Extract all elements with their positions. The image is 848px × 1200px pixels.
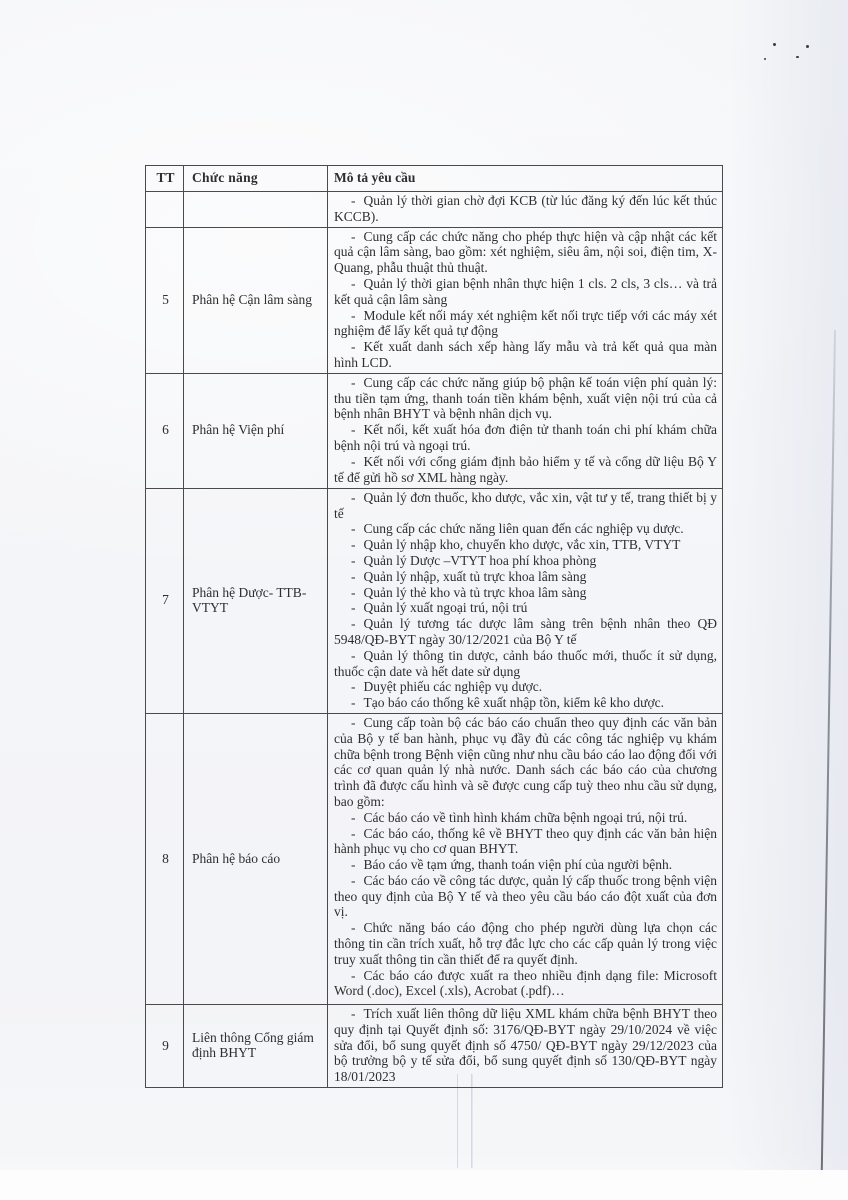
function-cell	[184, 714, 328, 1004]
row-number: 7	[162, 592, 169, 608]
function-cell	[184, 374, 328, 488]
table-header-row	[146, 166, 722, 192]
page-edge-line	[821, 330, 836, 1172]
row-number-cell	[146, 489, 184, 713]
table-row	[146, 374, 722, 489]
function-cell	[184, 1005, 328, 1087]
description-item: - Chức năng báo cáo động cho phép người dùng lựa chọn các thông tin cần trích xuất, hỗ trợ đắc lực cho các cấp quản lý trong việc truy xuất thông tin cần thiết để ra quyết định.	[334, 920, 717, 967]
description-item: - Quản lý xuất ngoại trú, nội trú	[334, 600, 717, 616]
header-description	[328, 166, 722, 191]
description-item: - Quản lý thẻ kho và tủ trực khoa lâm sàng	[334, 585, 717, 601]
row-number-cell	[146, 714, 184, 1004]
function-cell	[184, 192, 328, 227]
description-item: - Cung cấp các chức năng liên quan đến các nghiệp vụ dược.	[334, 521, 717, 537]
description-item: - Báo cáo về tạm ứng, thanh toán viện phí của người bệnh.	[334, 857, 717, 873]
description-cell	[328, 192, 722, 227]
description-item: - Tạo báo cáo thống kê xuất nhập tồn, kiểm kê kho dược.	[334, 695, 717, 711]
description-item: - Quản lý đơn thuốc, kho dược, vắc xin, vật tư y tế, trang thiết bị y tế	[334, 490, 717, 522]
description-item: - Cung cấp toàn bộ các báo cáo chuẩn theo quy định các văn bản của Bộ y tế ban hành, phục vụ đầy đủ các công tác nghiệp vụ khám chữa bệnh trong Bệnh viện cũng như nhu cầu báo cáo lao động đối với các cơ quan quản lý nhà nước. Danh sách các báo cáo của chương trình đã được cấu hình và sẽ được cung cấp tuỳ theo nhu cầu sử dụng, bao gồm:	[334, 715, 717, 810]
row-number: 9	[162, 1037, 169, 1053]
header-description-label: Mô tả yêu cầu	[334, 170, 416, 186]
header-tt-label: TT	[156, 170, 175, 186]
description-cell	[328, 228, 722, 373]
description-cell	[328, 714, 722, 1004]
function-name: Phân hệ báo cáo	[192, 850, 281, 866]
row-number: 8	[162, 850, 169, 866]
row-number-cell	[146, 228, 184, 373]
function-name: Phân hệ Cận lâm sàng	[192, 291, 312, 307]
description-item: - Các báo cáo về công tác dược, quản lý cấp thuốc trong bệnh viện theo quy định của Bộ Y tế và theo yêu cầu báo cáo đột xuất của đơn vị.	[334, 873, 717, 920]
table-body	[146, 192, 722, 1087]
description-item: - Quản lý nhập kho, chuyển kho dược, vắc xin, TTB, VTYT	[334, 537, 717, 553]
scan-speckle	[806, 45, 809, 48]
description-item: - Cung cấp các chức năng giúp bộ phận kế toán viện phí quản lý: thu tiền tạm ứng, thanh toán tiền khám bệnh, xuất viện nội trú của cả bệnh nhân BHYT và bệnh nhân dịch vụ.	[334, 375, 717, 422]
fold-line	[457, 1074, 458, 1168]
function-name: Phân hệ Viện phí	[192, 422, 285, 438]
description-item: - Quản lý thời gian chờ đợi KCB (từ lúc đăng ký đến lúc kết thúc KCCB).	[334, 193, 717, 225]
description-cell	[328, 1005, 722, 1087]
table-row	[146, 1005, 722, 1087]
row-number: 5	[162, 291, 169, 307]
table-row	[146, 228, 722, 374]
description-item: - Trích xuất liên thông dữ liệu XML khám chữa bệnh BHYT theo quy định tại Quyết định số: 3176/QĐ-BYT ngày 29/10/2024 về việc sửa đổi, bổ sung quyết định số 4750/ QĐ-BYT ngày 29/12/2023 của bộ trưởng bộ y tế sửa đổi, bổ sung quyết định số 130/QĐ-BYT ngày 18/01/2023	[334, 1006, 717, 1085]
description-cell	[328, 374, 722, 488]
description-cell	[328, 489, 722, 713]
description-item: - Quản lý nhập, xuất tủ trực khoa lâm sàng	[334, 569, 717, 585]
row-number-cell	[146, 374, 184, 488]
description-item: - Module kết nối máy xét nghiệm kết nối trực tiếp với các máy xét nghiệm để lấy kết quả tự động	[334, 308, 717, 340]
row-number: 6	[162, 422, 169, 438]
description-item: - Duyệt phiếu các nghiệp vụ dược.	[334, 679, 717, 695]
scan-speckle	[773, 43, 776, 46]
row-number-cell	[146, 192, 184, 227]
description-item: - Các báo cáo, thống kê về BHYT theo quy định các văn bản hiện hành phục vụ cho cơ quan BHYT.	[334, 826, 717, 858]
header-function-label: Chức năng	[192, 170, 258, 186]
table-row	[146, 714, 722, 1005]
description-item: - Các báo cáo về tình hình khám chữa bệnh ngoại trú, nội trú.	[334, 810, 717, 826]
description-item: - Quản lý Dược –VTYT hoa phí khoa phòng	[334, 553, 717, 569]
description-item: - Kết xuất danh sách xếp hàng lấy mẫu và trả kết quả qua màn hình LCD.	[334, 339, 717, 371]
description-item: - Quản lý thời gian bệnh nhân thực hiện 1 cls. 2 cls, 3 cls… và trả kết quả cận lâm sàng	[334, 276, 717, 308]
function-cell	[184, 489, 328, 713]
description-item: - Quản lý tương tác dược lâm sàng trên bệnh nhân theo QĐ 5948/QĐ-BYT ngày 30/12/2021 của Bộ Y tế	[334, 616, 717, 648]
description-item: - Kết nối, kết xuất hóa đơn điện tử thanh toán chi phí khám chữa bệnh nội trú và ngoại trú.	[334, 422, 717, 454]
scanner-bed-strip	[0, 1170, 848, 1200]
description-item: - Quản lý thông tin dược, cảnh báo thuốc mới, thuốc ít sử dụng, thuốc cận date và hết date sử dụng	[334, 648, 717, 680]
description-item: - Kết nối với cổng giám định bảo hiểm y tế và cổng dữ liệu Bộ Y tế để gửi hồ sơ XML hàng ngày.	[334, 454, 717, 486]
description-item: - Các báo cáo được xuất ra theo nhiều định dạng file: Microsoft Word (.doc), Excel (.xls), Acrobat (.pdf)…	[334, 968, 717, 1000]
scan-speckle	[796, 56, 799, 58]
table-row	[146, 192, 722, 228]
header-tt	[146, 166, 184, 191]
scan-speckle	[764, 58, 766, 60]
function-cell	[184, 228, 328, 373]
table-row	[146, 489, 722, 714]
function-name: Liên thông Cổng giám định BHYT	[192, 1029, 314, 1061]
row-number-cell	[146, 1005, 184, 1087]
description-item: - Cung cấp các chức năng cho phép thực hiện và cập nhật các kết quả cận lâm sàng, bao gồm: xét nghiệm, siêu âm, nội soi, điện tim, X-Quang, phẫu thuật thủ thuật.	[334, 229, 717, 276]
requirements-table	[145, 165, 723, 1088]
function-name: Phân hệ Dược- TTB- VTYT	[192, 584, 307, 616]
fold-line	[471, 1074, 472, 1168]
header-function	[184, 166, 328, 191]
